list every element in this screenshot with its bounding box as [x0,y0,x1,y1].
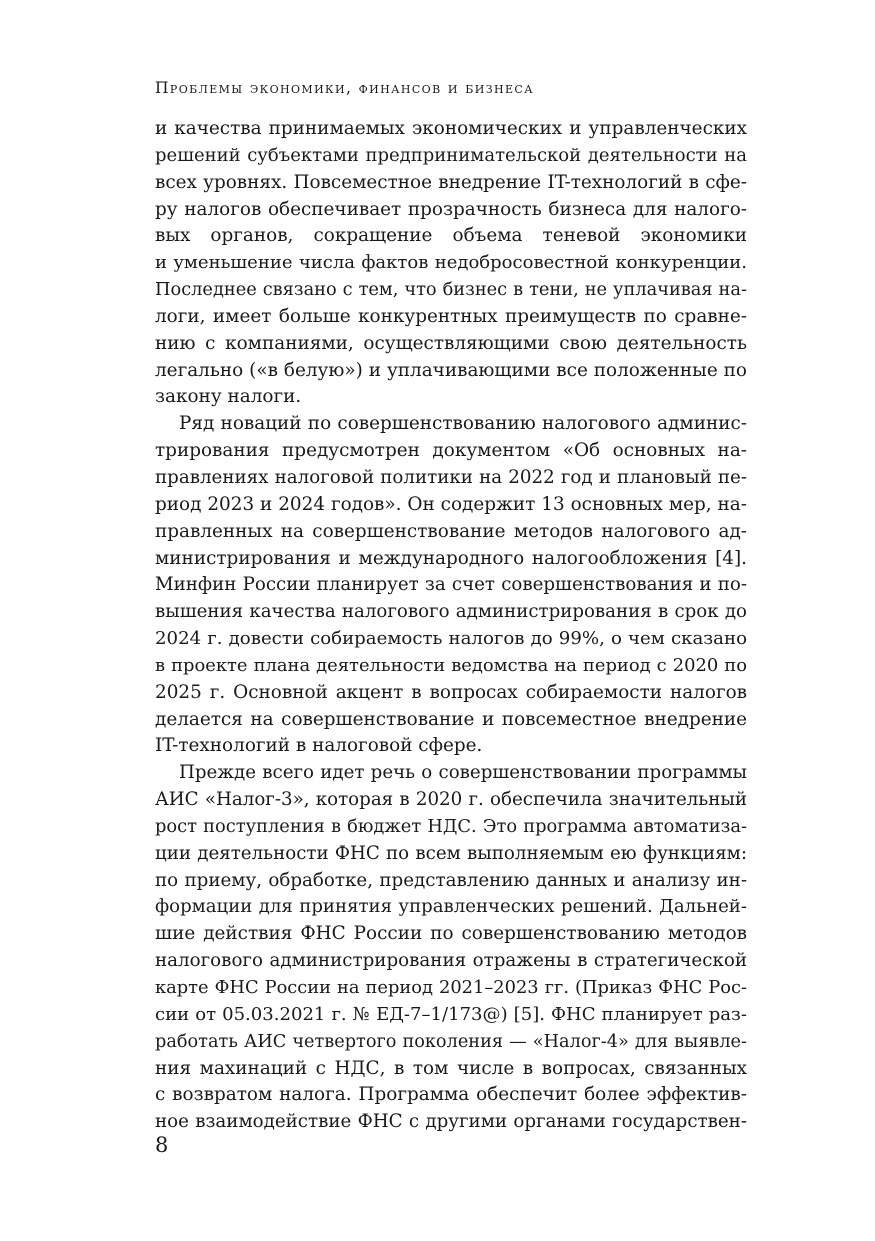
text-line: ру налогов обеспечивает прозрачность бизнеса для налого- [155,198,747,220]
text-line: закону налоги. [155,386,302,408]
text-line: легально («в белую») и уплачивающими все положенные по [155,359,747,381]
text-line: рост поступления в бюджет НДС. Это программа автоматиза- [155,815,747,837]
text-line: правленных на совершенствование методов налогового ад- [155,520,747,542]
paragraph-first-line: Ряд новаций по совершенствованию налогового админис- [179,413,747,435]
text-line: ния махинаций с НДС, в том числе в вопросах, связанных [155,1057,747,1079]
text-line: и качества принимаемых экономических и управленческих [155,118,747,139]
text-line: карте ФНС России на период 2021–2023 гг. (Приказ ФНС Рос- [155,977,747,998]
text-line: по приему, обработке, представлению данных и анализу ин- [155,869,747,891]
text-line: формации для принятия управленческих решений. Дальней- [155,896,747,918]
text-line: IT-технологий в налоговой сфере. [155,735,483,757]
text-line: АИС «Налог-3», которая в 2020 г. обеспечила значительный [155,789,747,811]
text-line: вых органов, сокращение объема теневой экономики [155,225,747,247]
text-line: 2024 г. довести собираемость налогов до 99%, о чем сказано [155,628,747,650]
text-line: логи, имеет больше конкурентных преимуществ по сравне- [155,305,747,327]
paragraph-first-line: Прежде всего идет речь о совершенствовании программы [179,762,747,784]
text-line: правлениях налоговой политики на 2022 год и плановый пе- [155,466,747,488]
text-line: нию с компаниями, осуществляющими свою деятельность [155,332,747,354]
text-line: ное взаимодействие ФНС с другими органами государствен- [155,1111,747,1133]
running-head: Проблемы экономики, финансов и бизнеса [155,79,534,97]
text-line: в проекте плана деятельности ведомства на период с 2020 по [155,654,747,676]
text-line: Минфин России планирует за счет совершенствования и по- [155,574,747,596]
text-line: 2025 г. Основной акцент в вопросах собираемости налогов [155,681,747,703]
text-line: и уменьшение числа фактов недобросовестной конкуренции. [155,252,747,274]
text-line: работать АИС четвертого поколения — «Налог-4» для выявле- [155,1031,747,1052]
text-line: решений субъектами предпринимательской деятельности на [155,144,747,166]
text-line: с возвратом налога. Программа обеспечит более эффектив- [155,1084,747,1106]
text-line: сии от 05.03.2021 г. № ЕД-7–1/173@) [5]. ФНС планирует раз- [155,1003,747,1025]
text-line: вышения качества налогового администрирования в срок до [155,601,747,623]
page-number: 8 [155,1133,169,1157]
text-line: шие действия ФНС России по совершенствованию методов [155,923,747,945]
body-text [155,116,747,1136]
text-line: риод 2023 и 2024 годов». Он содержит 13 основных мер, на- [155,493,747,515]
text-line: ции деятельности ФНС по всем выполняемым ею функциям: [155,842,747,864]
text-line: делается на совершенствование и повсеместное внедрение [155,708,747,730]
text-line: Последнее связано с тем, что бизнес в тени, не уплачивая на- [155,279,747,301]
text-line: министрирования и международного налогообложения [4]. [155,547,747,569]
text-line: налогового администрирования отражены в стратегической [155,950,747,972]
text-line: трирования предусмотрен документом «Об основных на- [155,440,747,462]
text-line: всех уровнях. Повсеместное внедрение IT-технологий в сфе- [155,171,747,193]
